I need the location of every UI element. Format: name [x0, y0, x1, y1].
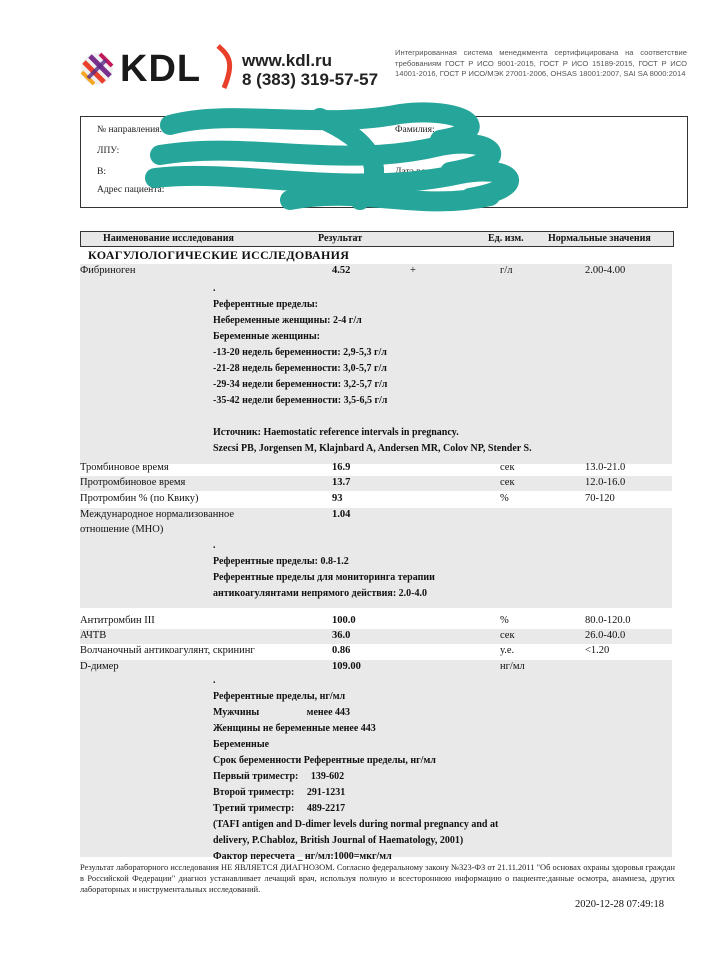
- kdl-logo-icon: [80, 52, 114, 86]
- test-name: Тромбиновое время: [80, 462, 169, 473]
- test-name: Антитромбин III: [80, 615, 155, 626]
- note-line: Референтные пределы, нг/мл: [213, 691, 346, 702]
- note-line: Третий триместр: 489-2217: [213, 803, 346, 814]
- test-unit: сек: [500, 477, 515, 488]
- test-result: 0.86: [332, 645, 351, 656]
- test-unit: сек: [500, 462, 515, 473]
- note-line: .: [213, 675, 216, 686]
- note-line: Беременные: [213, 739, 270, 750]
- inr-notes: [213, 538, 435, 602]
- table-row: [80, 629, 672, 644]
- note-line: Фактор пересчета _ нг/мл:1000=мкг/мл: [213, 851, 392, 862]
- brand-chevron-icon: [212, 44, 242, 90]
- col-unit: Ед. изм.: [488, 233, 524, 244]
- table-row: [80, 476, 672, 491]
- test-name-line2: отношение (МНО): [80, 524, 164, 535]
- note-line: Срок беременности Референтные пределы, нг/мл: [213, 755, 436, 766]
- table-row: [80, 492, 672, 507]
- abnormal-flag: +: [410, 265, 416, 276]
- section-title: КОАГУЛОЛОГИЧЕСКИЕ ИССЛЕДОВАНИЯ: [88, 248, 350, 262]
- test-normal: 80.0-120.0: [585, 615, 631, 626]
- note-line: delivery, P.Chabloz, British Journal of Haematology, 2001): [213, 835, 464, 846]
- note-line: Szecsi PB, Jorgensen M, Klajnbard A, Andersen MR, Colov NP, Stender S.: [213, 443, 532, 454]
- address-label: Адрес пациента:: [97, 185, 165, 195]
- phone-number: 8 (383) 319-57-57: [242, 70, 379, 89]
- note-line: Беременные женщины:: [213, 331, 320, 342]
- test-normal: 2.00-4.00: [585, 265, 626, 276]
- test-name: Протромбин % (по Квику): [80, 493, 199, 504]
- note-line: .: [213, 283, 216, 294]
- birthdate-label: Дата рождения:: [395, 167, 459, 177]
- fibrinogen-notes: [213, 281, 532, 457]
- certification-text: Интегрированная система менеджмента сертифицирована на соответствие требованиям ГОСТ Р ИСО 9001-2015, ГОСТ Р ИСО 15189-2015, ГОСТ Р ИСО 14001-2016, ГОСТ Р ИСО/МЭК 27001-2006, OHSAS 18001:2007, SAI SA 8000:2014: [395, 48, 687, 78]
- col-test-name: Наименование исследования: [103, 233, 234, 244]
- test-unit: сек: [500, 630, 515, 641]
- in-label: В:: [97, 167, 106, 177]
- name-label: Имя:: [395, 146, 415, 156]
- col-normal: Нормальные значения: [548, 233, 651, 244]
- redaction-scribble: [140, 100, 550, 220]
- col-result: Результат: [318, 233, 363, 244]
- note-line: -21-28 недель беременности: 3,0-5,7 г/л: [213, 363, 387, 374]
- test-unit: %: [500, 493, 509, 504]
- test-result: 1.04: [332, 509, 351, 520]
- test-normal: <1.20: [585, 645, 610, 656]
- table-row: [80, 461, 672, 476]
- test-result: 16.9: [332, 462, 351, 473]
- table-row: [80, 644, 672, 659]
- test-name: Протромбиновое время: [80, 477, 186, 488]
- note-line: -29-34 недели беременности: 3,2-5,7 г/л: [213, 379, 388, 390]
- note-line: .: [213, 540, 216, 551]
- note-line: Референтные пределы: 0.8-1.2: [213, 556, 349, 567]
- note-line: Первый триместр: 139-602: [213, 771, 345, 782]
- note-line: Небеременные женщины: 2-4 г/л: [213, 315, 362, 326]
- note-line: (TAFI antigen and D-dimer levels during normal pregnancy and at: [213, 819, 499, 830]
- sex-label: Пол:: [395, 185, 414, 195]
- test-normal: 26.0-40.0: [585, 630, 626, 641]
- disclaimer-text: Результат лабораторного исследования НЕ ЯВЛЯЕТСЯ ДИАГНОЗОМ. Согласно федеральному закону №323-ФЗ от 21.11.2011 "Об основах охраны здоровья граждан в Российской Федерации" диагноз устанавливает лечащий врач, используя полную и всестороннюю информацию о пациенте:данные осмотра, анамнеза, других лабораторных и инструментальных исследований.: [80, 863, 675, 894]
- note-line: Источник: Haemostatic reference intervals in pregnancy.: [213, 427, 459, 438]
- note-line: антикоагулянтами непрямого действия: 2.0-4.0: [213, 588, 427, 599]
- note-line: Референтные пределы:: [213, 299, 318, 310]
- test-unit: нг/мл: [500, 661, 525, 672]
- test-normal: 12.0-16.0: [585, 477, 626, 488]
- note-line: Женщины не беременные менее 443: [213, 723, 376, 734]
- test-result: 109.00: [332, 661, 361, 672]
- test-result: 93: [332, 493, 343, 504]
- test-result: 36.0: [332, 630, 351, 641]
- note-line: Референтные пределы для мониторинга терапии: [213, 572, 435, 583]
- test-result: 4.52: [332, 265, 351, 276]
- test-name: Волчаночный антикоагулянт, скрининг: [80, 645, 255, 656]
- referral-label: № направления:: [97, 125, 163, 135]
- report-timestamp: 2020-12-28 07:49:18: [575, 899, 664, 910]
- test-unit: г/л: [500, 265, 513, 276]
- note-line: -13-20 недель беременности: 2,9-5,3 г/л: [213, 347, 387, 358]
- test-unit: %: [500, 615, 509, 626]
- lpu-label: ЛПУ:: [97, 146, 120, 156]
- note-line: [213, 409, 532, 425]
- test-unit: у.е.: [500, 645, 515, 656]
- in-value: 12:00: [179, 167, 201, 177]
- lastname-label: Фамилия:: [395, 125, 435, 135]
- test-result: 13.7: [332, 477, 351, 488]
- test-normal: 13.0-21.0: [585, 462, 626, 473]
- test-name: АЧТВ: [80, 630, 107, 641]
- test-name: Международное нормализованное: [80, 509, 235, 520]
- note-line: -35-42 недели беременности: 3,5-6,5 г/л: [213, 395, 388, 406]
- note-line: Мужчины менее 443: [213, 707, 351, 718]
- test-name: Фибриноген: [80, 265, 136, 276]
- brand-name: KDL: [120, 48, 202, 90]
- test-result: 100.0: [332, 615, 356, 626]
- table-row: [80, 614, 672, 629]
- website-link[interactable]: www.kdl.ru: [242, 51, 333, 70]
- test-normal: 70-120: [585, 493, 615, 504]
- note-line: Второй триместр: 291-1231: [213, 787, 346, 798]
- test-name: D-димер: [80, 661, 119, 672]
- results-table-header: [80, 231, 674, 247]
- ddimer-notes: [213, 673, 498, 865]
